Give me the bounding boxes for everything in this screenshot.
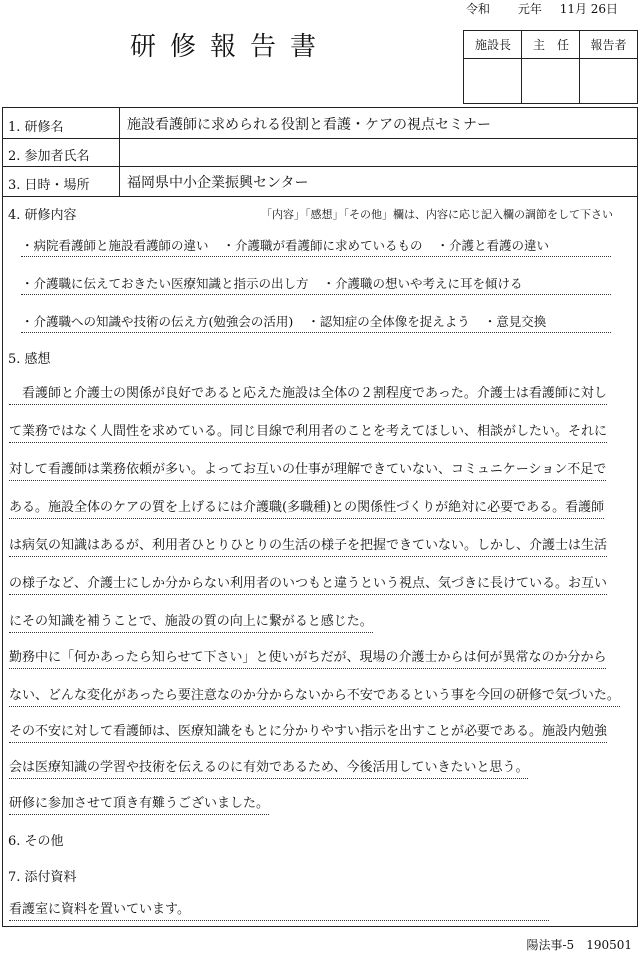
datetime-place-value: 福岡県中小企業振興センター (127, 175, 309, 191)
impression-line: 研修に参加させて頂き有難うございました。 (9, 794, 269, 815)
impression-line: 会は医療知識の学習や技術を伝えるのに有効であるため、今後活用していきたいと思う。 (9, 758, 528, 779)
date-month-day: 11月 26日 (559, 2, 619, 16)
impression-label: 5. 感想 (8, 352, 51, 367)
impression-line: 看護師と介護士の関係が良好であると応えた施設は全体の２割程度であった。介護士は看護師に対し (9, 384, 607, 405)
attachment-text: 看護室に資料を置いています。 (9, 900, 549, 921)
content-note: 「内容」「感想」「その他」欄は、内容に応じ記入欄の調節をして下さい (261, 208, 613, 221)
impression-line: 勤務中に「何かあったら知らせて下さい」と使いがちだが、現場の介護士からは何が異常なのか分から (9, 648, 606, 669)
topic-item: ・介護職が看護師に求めているもの (222, 238, 423, 253)
approval-header-chief: 主 任 (522, 31, 580, 59)
topic-item: ・介護職の想いや考えに耳を傾ける (322, 276, 523, 291)
approval-header-reporter: 報告者 (580, 31, 637, 59)
approval-header-director: 施設長 (464, 31, 522, 59)
row-divider (3, 166, 637, 167)
topic-line (21, 312, 611, 333)
other-label: 6. その他 (8, 834, 64, 849)
topic-item: ・認知症の全体像を捉えよう (307, 314, 470, 329)
topic-item: ・介護職に伝えておきたい医療知識と指示の出し方 (21, 276, 309, 291)
row-divider (3, 138, 637, 139)
document-code: 陽法事-5 190501 (526, 938, 632, 952)
impression-line: て業務ではなく人間性を求めている。同じ目線で利用者のことを考えてほしい、相談がしたい。それに (9, 422, 607, 443)
report-form (2, 107, 638, 927)
impression-line: ない、どんな変化があったら要注意なのか分からないから不安であるという事を今回の研修で気づいた。 (9, 686, 620, 707)
participant-label: 2. 参加者氏名 (8, 149, 90, 164)
date-era: 令和 (466, 2, 491, 16)
topic-item: ・病院看護師と施設看護師の違い (21, 238, 209, 253)
training-name-label: 1. 研修名 (8, 120, 64, 135)
content-label: 4. 研修内容 (8, 208, 77, 223)
impression-line: その不安に対して看護師は、医療知識をもとに分かりやすい指示を出すことが必要である。施設内勉強 (9, 722, 607, 743)
datetime-place-label: 3. 日時・場所 (8, 178, 90, 193)
topic-item: ・介護職への知識や技術の伝え方(勉強会の活用) (21, 314, 294, 329)
approval-table (463, 30, 638, 104)
impression-line: の様子など、介護士にしか分からない利用者のいつもと違うという視点、気づきに長けている。お互い (9, 574, 607, 595)
row-divider (3, 196, 637, 197)
column-divider (119, 108, 120, 196)
date-year: 元年 (517, 2, 542, 16)
training-name-value: 施設看護師に求められる役割と看護・ケアの視点セミナー (127, 117, 491, 133)
attachment-label: 7. 添付資料 (8, 870, 77, 885)
topic-item: ・介護と看護の違い (436, 238, 550, 253)
topic-line (21, 274, 611, 295)
topic-item: ・意見交換 (483, 314, 547, 329)
impression-line: にその知識を補うことで、施設の質の向上に繋がると感じた。 (9, 612, 373, 633)
impression-line: 対して看護師は業務依頼が多い。よってお互いの仕事が理解できていない、コミュニケーション不足で (9, 460, 606, 481)
impression-line: ある。施設全体のケアの質を上げるには介護職(多職種)との関係性づくりが絶対に必要である。看護師 (9, 498, 604, 519)
impression-line: は病気の知識はあるが、利用者ひとりひとりの生活の様子を把握できていない。しかし、介護士は生活 (9, 536, 607, 557)
topic-line (21, 236, 611, 257)
page-title: 研修報告書 (130, 32, 331, 62)
report-date (466, 0, 618, 17)
